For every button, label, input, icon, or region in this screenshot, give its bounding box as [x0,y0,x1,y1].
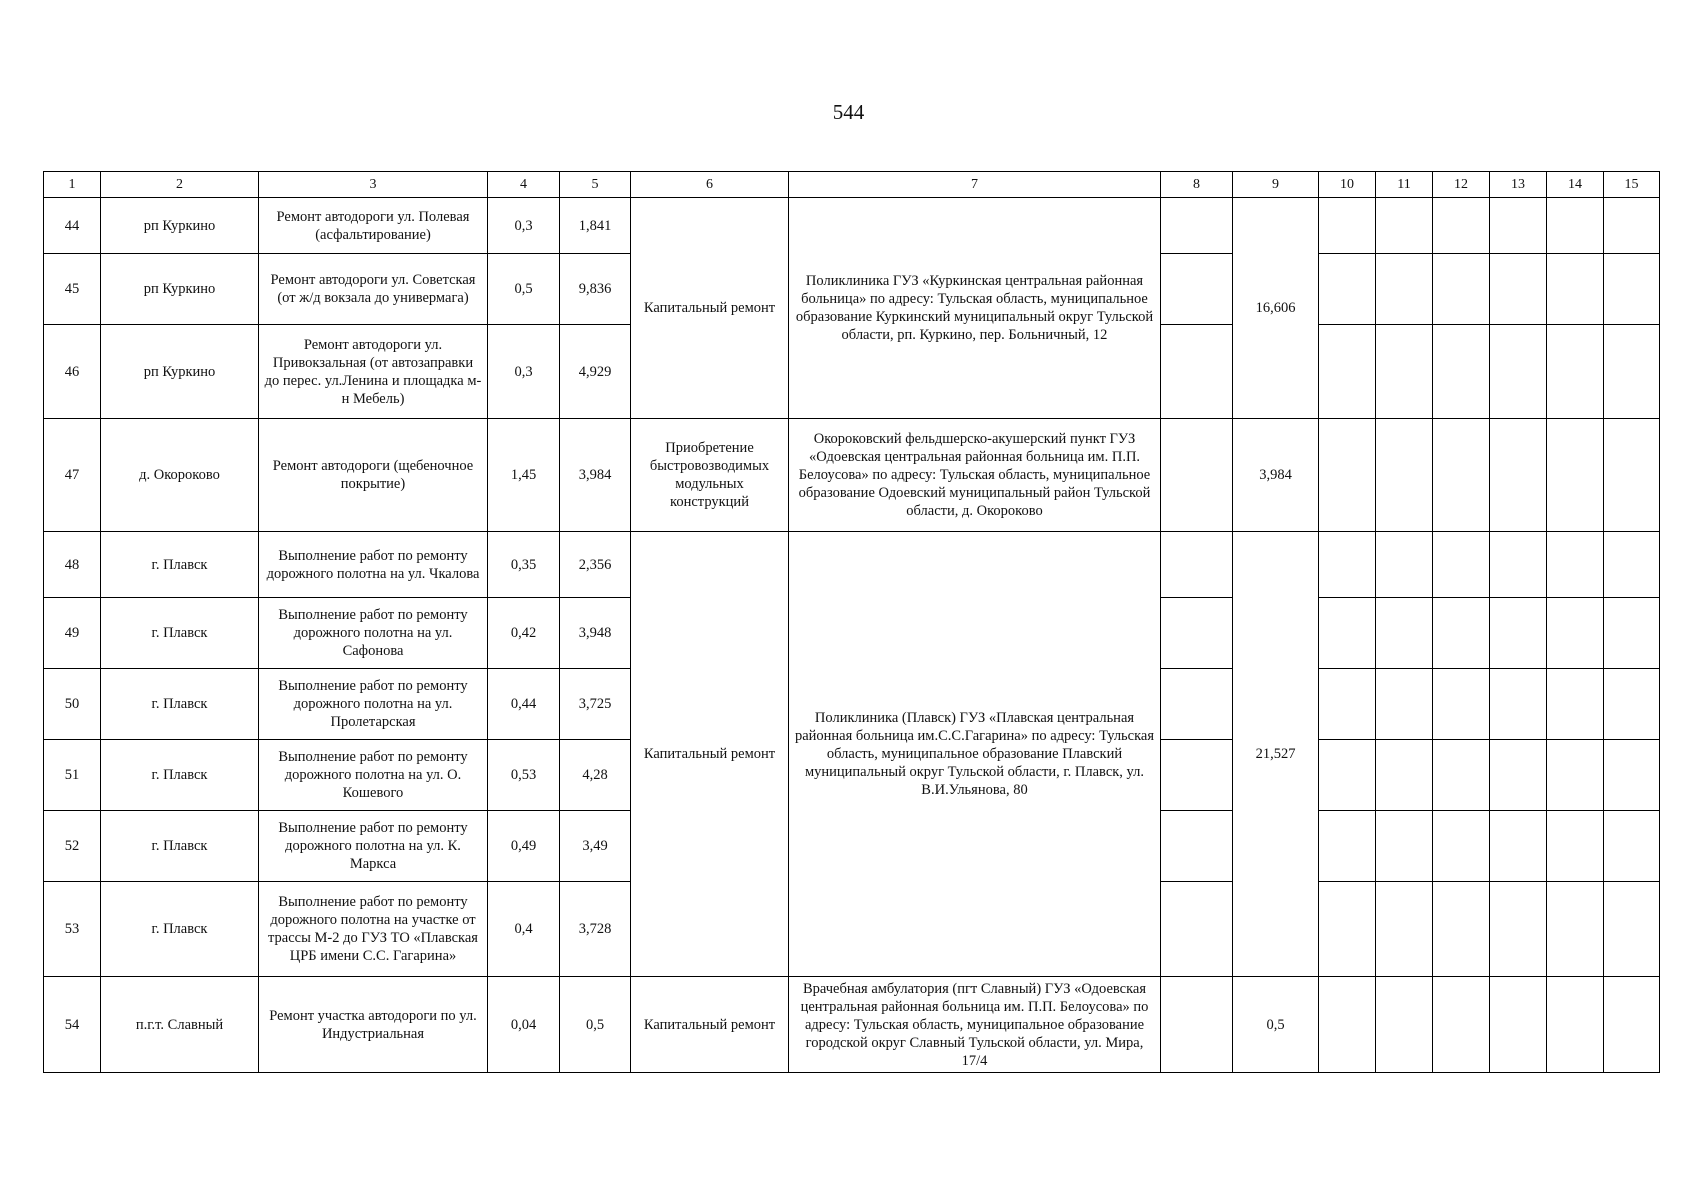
work-description-cell: Ремонт участка автодороги по ул. Индустриальная [259,977,488,1073]
column-header: 14 [1547,172,1604,198]
facility-cell: Врачебная амбулатория (пгт Славный) ГУЗ «Одоевская центральная районная больница им. П.П. Белоусова» по адресу: Тульская область, муниципальное образование городской округ Славный Тульской области, ул. Мира, 17/4 [789,977,1161,1073]
work-description-cell: Выполнение работ по ремонту дорожного полотна на ул. О. Кошевого [259,740,488,811]
work-type-cell: Приобретение быстровозводимых модульных конструкций [631,419,789,532]
empty-cell [1604,532,1660,598]
row-number: 48 [44,532,101,598]
cost-cell: 3,984 [560,419,631,532]
empty-cell [1161,811,1233,882]
settlement-cell: г. Плавск [101,532,259,598]
cost-cell: 3,725 [560,669,631,740]
length-cell: 0,42 [488,598,560,669]
length-cell: 0,5 [488,254,560,325]
empty-cell [1490,669,1547,740]
cost-cell: 9,836 [560,254,631,325]
empty-cell [1490,811,1547,882]
total-cell: 0,5 [1233,977,1319,1073]
table-row [44,532,1660,598]
work-description-cell: Ремонт автодороги ул. Советская (от ж/д вокзала до универмага) [259,254,488,325]
column-header: 3 [259,172,488,198]
empty-cell [1547,254,1604,325]
column-header: 6 [631,172,789,198]
empty-cell [1319,325,1376,419]
settlement-cell: г. Плавск [101,598,259,669]
row-number: 46 [44,325,101,419]
empty-cell [1433,198,1490,254]
total-cell: 21,527 [1233,532,1319,977]
empty-cell [1433,598,1490,669]
work-description-cell: Выполнение работ по ремонту дорожного полотна на ул. Чкалова [259,532,488,598]
empty-cell [1161,669,1233,740]
header-row [44,172,1660,198]
empty-cell [1604,198,1660,254]
empty-cell [1490,419,1547,532]
empty-cell [1161,532,1233,598]
cost-cell: 3,728 [560,882,631,977]
cost-cell: 4,929 [560,325,631,419]
empty-cell [1319,811,1376,882]
empty-cell [1547,669,1604,740]
length-cell: 1,45 [488,419,560,532]
table-row [44,977,1660,1073]
column-header: 11 [1376,172,1433,198]
table-row [44,198,1660,254]
empty-cell [1547,419,1604,532]
row-number: 51 [44,740,101,811]
settlement-cell: г. Плавск [101,811,259,882]
settlement-cell: рп Куркино [101,198,259,254]
empty-cell [1161,325,1233,419]
facility-cell: Поликлиника ГУЗ «Куркинская центральная районная больница» по адресу: Тульская область, муниципальное образование Куркинский муниципальный округ Тульской области, рп. Куркино, пер. Больничный, 12 [789,198,1161,419]
empty-cell [1547,325,1604,419]
cost-cell: 2,356 [560,532,631,598]
empty-cell [1547,811,1604,882]
empty-cell [1319,977,1376,1073]
facility-cell: Поликлиника (Плавск) ГУЗ «Плавская центральная районная больница им.С.С.Гагарина» по адресу: Тульская область, муниципальное образование Плавский муниципальный округ Тульской области, г. Плавск, ул. В.И.Ульянова, 80 [789,532,1161,977]
empty-cell [1547,977,1604,1073]
length-cell: 0,04 [488,977,560,1073]
empty-cell [1490,740,1547,811]
empty-cell [1490,598,1547,669]
empty-cell [1547,198,1604,254]
settlement-cell: г. Плавск [101,669,259,740]
cost-cell: 1,841 [560,198,631,254]
column-header: 4 [488,172,560,198]
cost-cell: 0,5 [560,977,631,1073]
empty-cell [1319,198,1376,254]
page-number: 544 [832,100,865,124]
cost-cell: 4,28 [560,740,631,811]
work-description-cell: Выполнение работ по ремонту дорожного полотна на ул. К. Маркса [259,811,488,882]
empty-cell [1376,882,1433,977]
column-header: 5 [560,172,631,198]
column-header: 2 [101,172,259,198]
empty-cell [1604,669,1660,740]
table-row [44,419,1660,532]
empty-cell [1161,419,1233,532]
work-description-cell: Ремонт автодороги ул. Привокзальная (от автозаправки до перес. ул.Ленина и площадка м-н Мебель) [259,325,488,419]
length-cell: 0,3 [488,198,560,254]
empty-cell [1490,977,1547,1073]
work-description-cell: Выполнение работ по ремонту дорожного полотна на ул. Пролетарская [259,669,488,740]
cost-cell: 3,49 [560,811,631,882]
empty-cell [1547,740,1604,811]
empty-cell [1376,325,1433,419]
empty-cell [1161,254,1233,325]
row-number: 49 [44,598,101,669]
work-description-cell: Выполнение работ по ремонту дорожного полотна на ул. Сафонова [259,598,488,669]
work-description-cell: Ремонт автодороги ул. Полевая (асфальтирование) [259,198,488,254]
empty-cell [1547,532,1604,598]
length-cell: 0,49 [488,811,560,882]
column-header: 13 [1490,172,1547,198]
row-number: 53 [44,882,101,977]
settlement-cell: г. Плавск [101,882,259,977]
empty-cell [1433,532,1490,598]
work-type-cell: Капитальный ремонт [631,198,789,419]
empty-cell [1161,977,1233,1073]
column-header: 15 [1604,172,1660,198]
empty-cell [1490,325,1547,419]
empty-cell [1604,740,1660,811]
settlement-cell: г. Плавск [101,740,259,811]
facility-cell: Окороковский фельдшерско-акушерский пункт ГУЗ «Одоевская центральная районная больница им. П.П. Белоусова» по адресу: Тульская область, муниципальное образование Одоевский муниципальный район Тульской области, д. Окороково [789,419,1161,532]
row-number: 54 [44,977,101,1073]
work-description-cell: Выполнение работ по ремонту дорожного полотна на участке от трассы М-2 до ГУЗ ТО «Плавская ЦРБ имени С.С. Гагарина» [259,882,488,977]
empty-cell [1547,598,1604,669]
empty-cell [1376,419,1433,532]
empty-cell [1161,598,1233,669]
work-description-cell: Ремонт автодороги (щебеночное покрытие) [259,419,488,532]
empty-cell [1490,532,1547,598]
length-cell: 0,44 [488,669,560,740]
column-header: 1 [44,172,101,198]
empty-cell [1604,977,1660,1073]
length-cell: 0,3 [488,325,560,419]
settlement-cell: рп Куркино [101,325,259,419]
length-cell: 0,53 [488,740,560,811]
data-table [43,171,1660,1073]
empty-cell [1161,198,1233,254]
empty-cell [1376,198,1433,254]
empty-cell [1604,811,1660,882]
work-type-cell: Капитальный ремонт [631,977,789,1073]
empty-cell [1376,811,1433,882]
empty-cell [1319,254,1376,325]
work-type-cell: Капитальный ремонт [631,532,789,977]
empty-cell [1490,254,1547,325]
empty-cell [1433,740,1490,811]
total-cell: 16,606 [1233,198,1319,419]
empty-cell [1376,977,1433,1073]
empty-cell [1376,254,1433,325]
row-number: 52 [44,811,101,882]
column-header: 9 [1233,172,1319,198]
cost-cell: 3,948 [560,598,631,669]
column-header: 10 [1319,172,1376,198]
length-cell: 0,4 [488,882,560,977]
length-cell: 0,35 [488,532,560,598]
empty-cell [1319,740,1376,811]
row-number: 44 [44,198,101,254]
empty-cell [1376,532,1433,598]
empty-cell [1604,598,1660,669]
empty-cell [1319,598,1376,669]
row-number: 50 [44,669,101,740]
column-header: 8 [1161,172,1233,198]
empty-cell [1161,882,1233,977]
empty-cell [1433,254,1490,325]
empty-cell [1319,532,1376,598]
empty-cell [1161,740,1233,811]
empty-cell [1604,325,1660,419]
empty-cell [1376,740,1433,811]
total-cell: 3,984 [1233,419,1319,532]
empty-cell [1433,882,1490,977]
column-header: 12 [1433,172,1490,198]
empty-cell [1319,669,1376,740]
empty-cell [1376,598,1433,669]
settlement-cell: п.г.т. Славный [101,977,259,1073]
empty-cell [1490,882,1547,977]
empty-cell [1604,882,1660,977]
empty-cell [1490,198,1547,254]
empty-cell [1319,419,1376,532]
empty-cell [1433,669,1490,740]
empty-cell [1547,882,1604,977]
empty-cell [1433,325,1490,419]
empty-cell [1604,419,1660,532]
empty-cell [1433,419,1490,532]
row-number: 45 [44,254,101,325]
empty-cell [1604,254,1660,325]
empty-cell [1433,811,1490,882]
row-number: 47 [44,419,101,532]
settlement-cell: д. Окороково [101,419,259,532]
empty-cell [1319,882,1376,977]
column-header: 7 [789,172,1161,198]
empty-cell [1433,977,1490,1073]
settlement-cell: рп Куркино [101,254,259,325]
empty-cell [1376,669,1433,740]
